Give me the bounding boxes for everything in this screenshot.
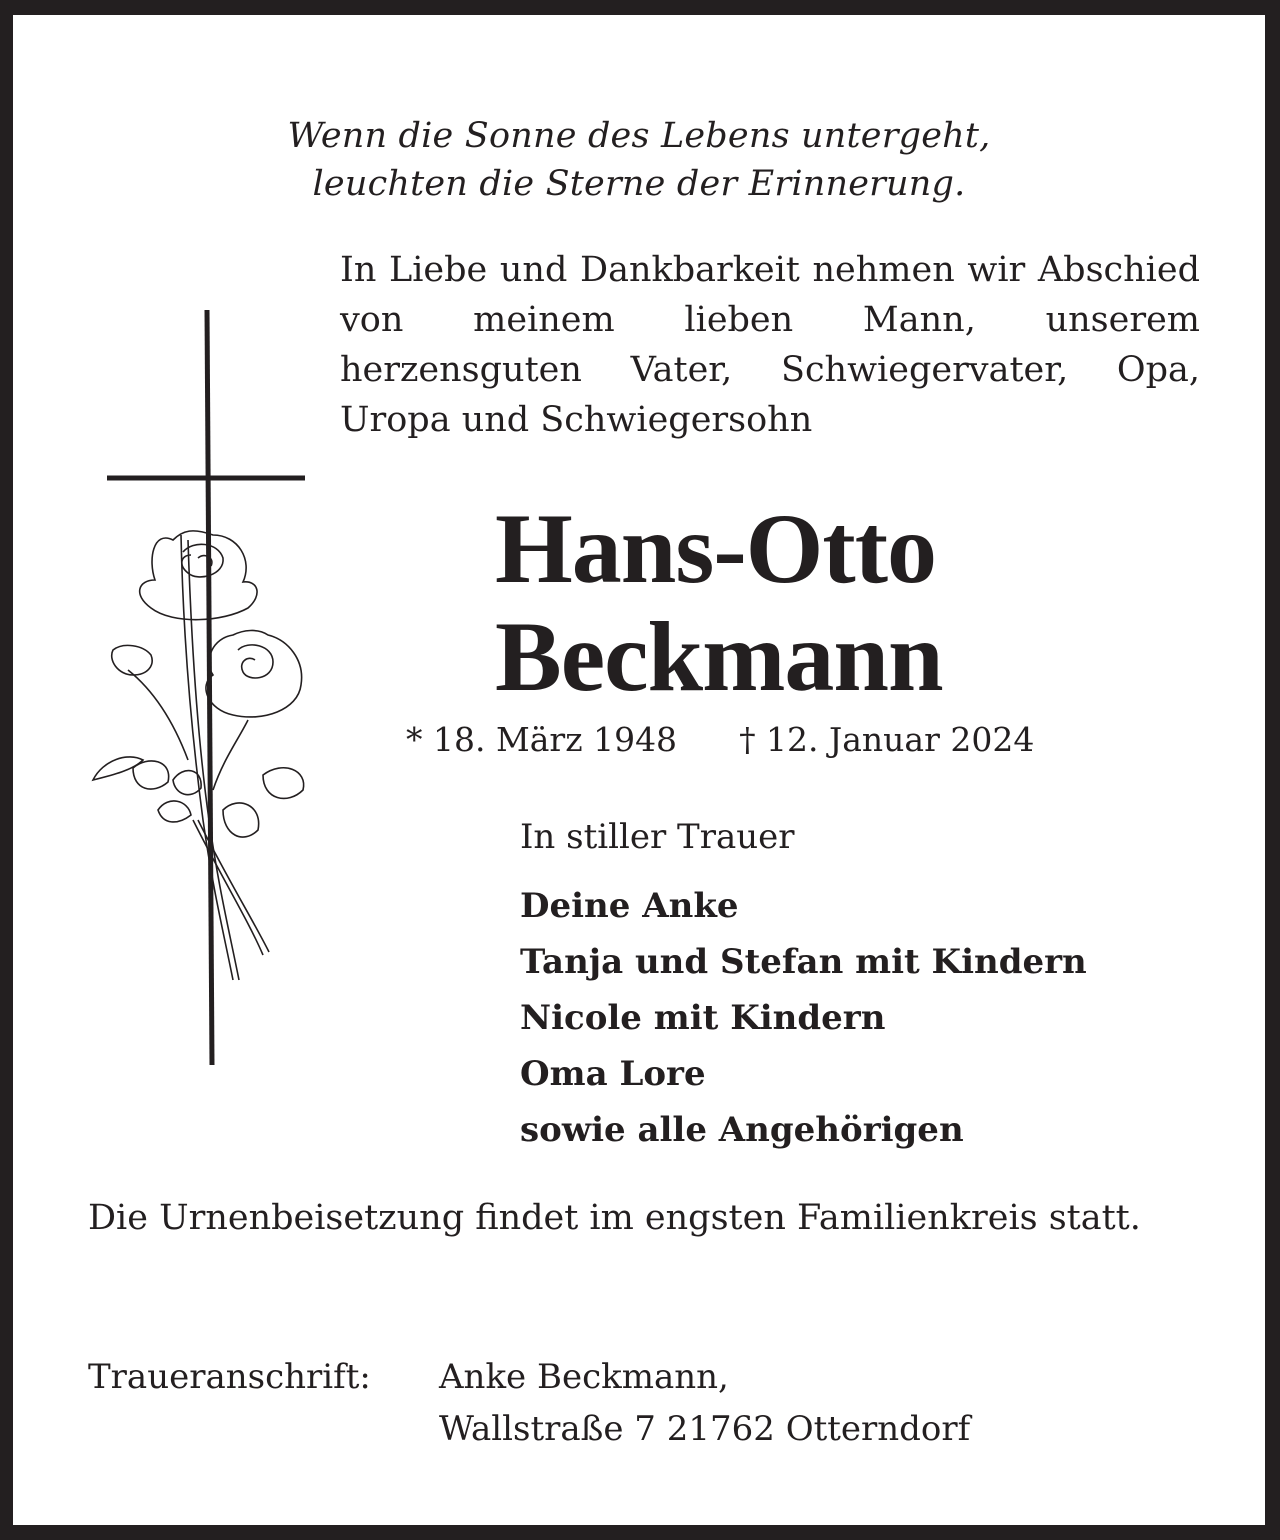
address-label: Traueranschrift:	[88, 1357, 371, 1397]
mourning-heading: In stiller Trauer	[520, 817, 795, 857]
mourner: Tanja und Stefan mit Kindern	[520, 942, 1087, 982]
mourner: Nicole mit Kindern	[520, 998, 886, 1038]
death-date: † 12. Januar 2024	[739, 720, 1035, 759]
mourning-address	[439, 1351, 970, 1455]
birth-date: * 18. März 1948	[406, 720, 678, 759]
mourner: sowie alle Angehörigen	[520, 1110, 964, 1150]
intro-text: In Liebe und Dankbarkeit nehmen wir Abschied von meinem lieben Mann, unserem herzensguten Vater, Schwiegervater, Opa, Uropa und Schwiegersohn	[340, 250, 1200, 440]
mourner: Oma Lore	[520, 1054, 706, 1094]
mourner: Deine Anke	[520, 886, 739, 926]
address-line-2: Wallstraße 7 21762 Otterndorf	[439, 1409, 971, 1449]
deceased-name	[495, 495, 943, 711]
address-line-1: Anke Beckmann,	[439, 1357, 729, 1397]
burial-note: Die Urnenbeisetzung findet im engsten Familienkreis statt.	[88, 1198, 1141, 1238]
memorial-quote	[13, 112, 1265, 208]
obituary-notice	[13, 15, 1265, 1525]
last-name: Beckmann	[495, 601, 943, 712]
quote-line-2: leuchten die Sterne der Erinnerung.	[312, 164, 966, 204]
mourners-list	[520, 878, 1087, 1158]
first-name: Hans-Otto	[495, 493, 936, 604]
quote-line-1: Wenn die Sonne des Lebens untergeht,	[287, 116, 991, 156]
cross-with-roses-icon	[73, 290, 313, 1070]
life-dates	[406, 715, 1034, 765]
